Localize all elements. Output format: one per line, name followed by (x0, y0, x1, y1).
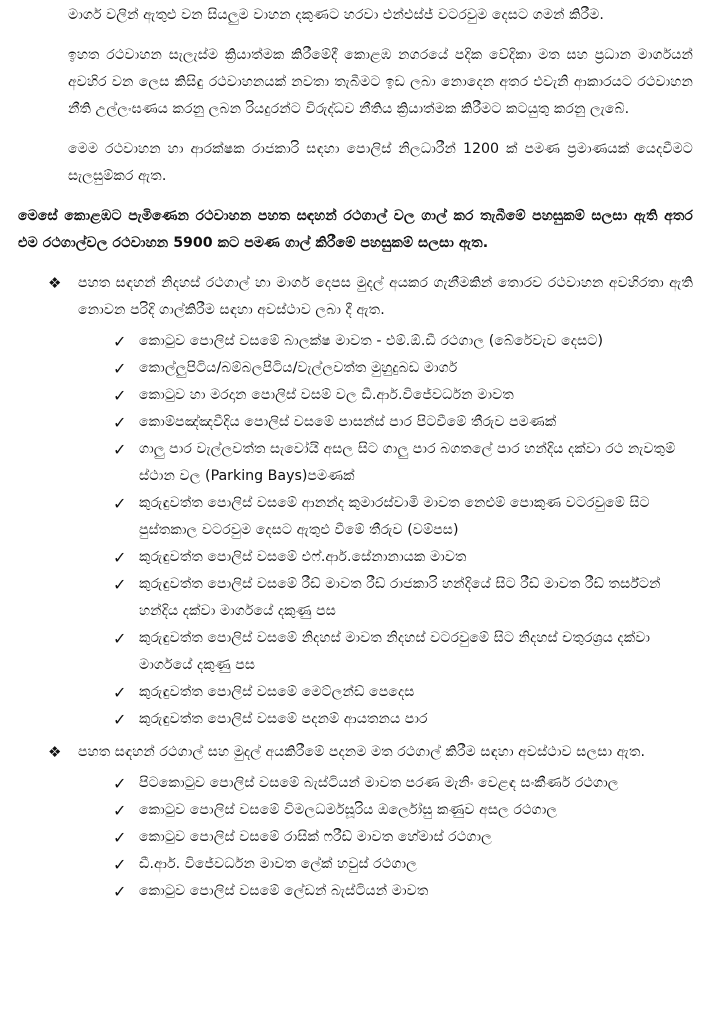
list-item (113, 679, 693, 706)
paragraph-4-bold: මෙසේ කොළඹට පැමිණෙන රථවාහන පහත සඳහන් රථගාල් වල ගාල් කර තැබීමේ පහසුකම් සලසා ඇති අතර එම රථගාල්වල රථවාහන 5900 කට පමණ ගාල් කිරීමේ පහසුකම් සලසා ඇත. (18, 208, 693, 251)
checkmark-icon: ✓ (113, 413, 127, 432)
list-item (113, 625, 693, 679)
list-item (113, 409, 693, 436)
checkmark-icon: ✓ (113, 332, 127, 351)
section-1-heading (18, 270, 693, 324)
section-1-text: පහත සඳහන් නිදහස් රථගාල් හා මාර්ග දෙපස මුදල් අයකර ගැනීමකින් තොරව රථවාහන අවහිරතා ඇති නොවන පරිදි ගාල්කිරීම සඳහා අවස්ථාව ලබා දී ඇත. (78, 275, 693, 318)
checkmark-icon: ✓ (113, 774, 127, 793)
list-item-text: කුරුඳුවත්ත පොලිස් වසමේ නිදහස් මාවත නිදහස් වටරවුමේ සිට නිදහස් චතුරශ්‍රය දක්වා මාර්ගයේ දකුණු පස (139, 630, 651, 673)
diamond-bullet-icon: ❖ (48, 274, 62, 292)
checkmark-icon: ✓ (113, 629, 127, 648)
list-item-text: කොටුව පොලිස් වසමේ බාලක්ෂ මාවත - එම්.ඕ.ඩී රථගාල (බේරේවැව දෙසට) (139, 333, 604, 349)
list-item-text: පිටකොටුව පොලිස් වසමේ බැස්ටියන් මාවත පරණ මැනිං වෙළඳ සංකීර්ණ රථගාල (139, 775, 619, 791)
list-item (113, 878, 693, 905)
checkmark-icon: ✓ (113, 882, 127, 901)
list-item (113, 436, 693, 490)
list-item (113, 797, 693, 824)
checkmark-icon: ✓ (113, 548, 127, 567)
checkmark-icon: ✓ (113, 828, 127, 847)
paragraph-2: ඉහත රථවාහන සැලැස්ම ක්‍රියාත්මක කිරීමේදී කොළඹ නගරයේ පදික වේදිකා මත සහ ප්‍රධාන මාර්ගයන් අවහිර වන ලෙස කිසිඳු රථවාහනයක් නවතා තැබීමට ඉඩ ලබා නොදෙන අතර එවැනි ආකාරයට රථවාහන නීති උල්ලංඝණය කරනු ලබන රියදුරන්ට විරුද්ධව නීතිය ක්‍රියාත්මක කිරීමට කටයුතු කරනු ලැබේ. (68, 47, 693, 117)
list-item (113, 851, 693, 878)
list-item (113, 490, 693, 544)
list-item-text: කොටුව පොලිස් වසමේ විමලධර්මසූරිය ඔර්ලෝසු කණුව අසල රථගාල (139, 802, 558, 818)
list-item-text: ගාලු පාර වැල්ලවත්ත සැවෝයි අසල සිට ගාලු පාර බගතලේ පාර හන්දිය දක්වා රථ නැවතුම් ස්ථාන වල (Parking Bays)පමණක් (139, 441, 676, 484)
list-item (113, 824, 693, 851)
checkmark-icon: ✓ (113, 440, 127, 459)
list-item (113, 355, 693, 382)
checkmark-icon: ✓ (113, 359, 127, 378)
list-item (113, 544, 693, 571)
list-item-text: කුරුඳුවත්ත පොලිස් වසමේ පදනම් ආයතනය පාර (139, 711, 428, 727)
list-item (113, 770, 693, 797)
list-item-text: කොල්ලුපිටිය/බම්බලපිටිය/වැල්ලවත්ත මුහුදුබඩ මාර්ග (139, 360, 458, 376)
list-item (113, 571, 693, 625)
list-item-text: කුරුඳුවත්ත පොලිස් වසමේ රීඩ් මාවත රීඩ් රාජකාරි හන්දියේ සිට රීඩ් මාවත රීඩ් තර්ස්ටන් හන්දිය දක්වා මාර්ගයේ දකුණු පස (139, 576, 661, 619)
list-item-text: ඩී.ආර්. විජේවර්ධන මාවත ලේක් හවුස් රථගාල (139, 856, 417, 872)
checkmark-icon: ✓ (113, 801, 127, 820)
checkmark-icon: ✓ (113, 575, 127, 594)
list-item (113, 382, 693, 409)
section-2-list (18, 770, 693, 905)
list-item-text: කොටුව පොලිස් වසමේ ලේඩන් බැස්ටියන් මාවත (139, 883, 429, 899)
checkmark-icon: ✓ (113, 683, 127, 702)
checkmark-icon: ✓ (113, 494, 127, 513)
section-2-text: පහත සඳහන් රථගාල් සහ මුදල් අයකිරීමේ පදනම මත රථගාල් කිරීම සඳහා අවස්ථාව සලසා ඇත. (78, 744, 646, 760)
list-item (113, 706, 693, 733)
list-item (113, 328, 693, 355)
section-1-list (18, 328, 693, 733)
list-item-text: කුරුඳුවත්ත පොලිස් වසමේ මෙට්ලන්ඩ් පෙදෙස (139, 684, 415, 700)
list-item-text: කොටුව පොලිස් වසමේ රාසික් ෆරීඩ් මාවත හේමාස් රථගාල (139, 829, 492, 845)
list-item-text: කොටුව හා මරදාන පොලිස් වසම් වල ඩී.ආර්.විජේවර්ධන මාවත (139, 387, 514, 403)
diamond-bullet-icon: ❖ (48, 743, 62, 761)
list-item-text: කුරුඳුවත්ත පොලිස් වසමේ එෆ්.ආර්.සේනානායක මාවත (139, 549, 467, 565)
list-item-text: කොම්පඤ්ඤවීදිය පොලිස් වසමේ පාසන්ස් පාර පිටවීමේ තීරුව පමණක් (139, 414, 557, 430)
section-2-heading (18, 739, 693, 766)
checkmark-icon: ✓ (113, 710, 127, 729)
paragraph-1: මාර්ග වලින් ඇතුළු වන සියලුම වාහන දකුණට හරවා එන්එස්ජ් වටරවුම දෙසට ගමන් කිරීම. (68, 7, 604, 23)
checkmark-icon: ✓ (113, 855, 127, 874)
paragraph-3: මෙම රථවාහන හා ආරක්ෂක රාජකාරි සඳහා පොලිස් නිලධාරීන් 1200 ක් පමණ ප්‍රමාණයක් යෙදවීමට සැලසුම්කර ඇත. (68, 141, 693, 184)
checkmark-icon: ✓ (113, 386, 127, 405)
list-item-text: කුරුඳුවත්ත පොලිස් වසමේ ආනන්ද කුමාරස්වාමි මාවත නෙළුම් පොකුණ වටරවුමේ සිට පුස්තකාල වටරවුම දෙසට ඇතුළු වීමේ තීරුව (වම්පස) (139, 495, 650, 538)
